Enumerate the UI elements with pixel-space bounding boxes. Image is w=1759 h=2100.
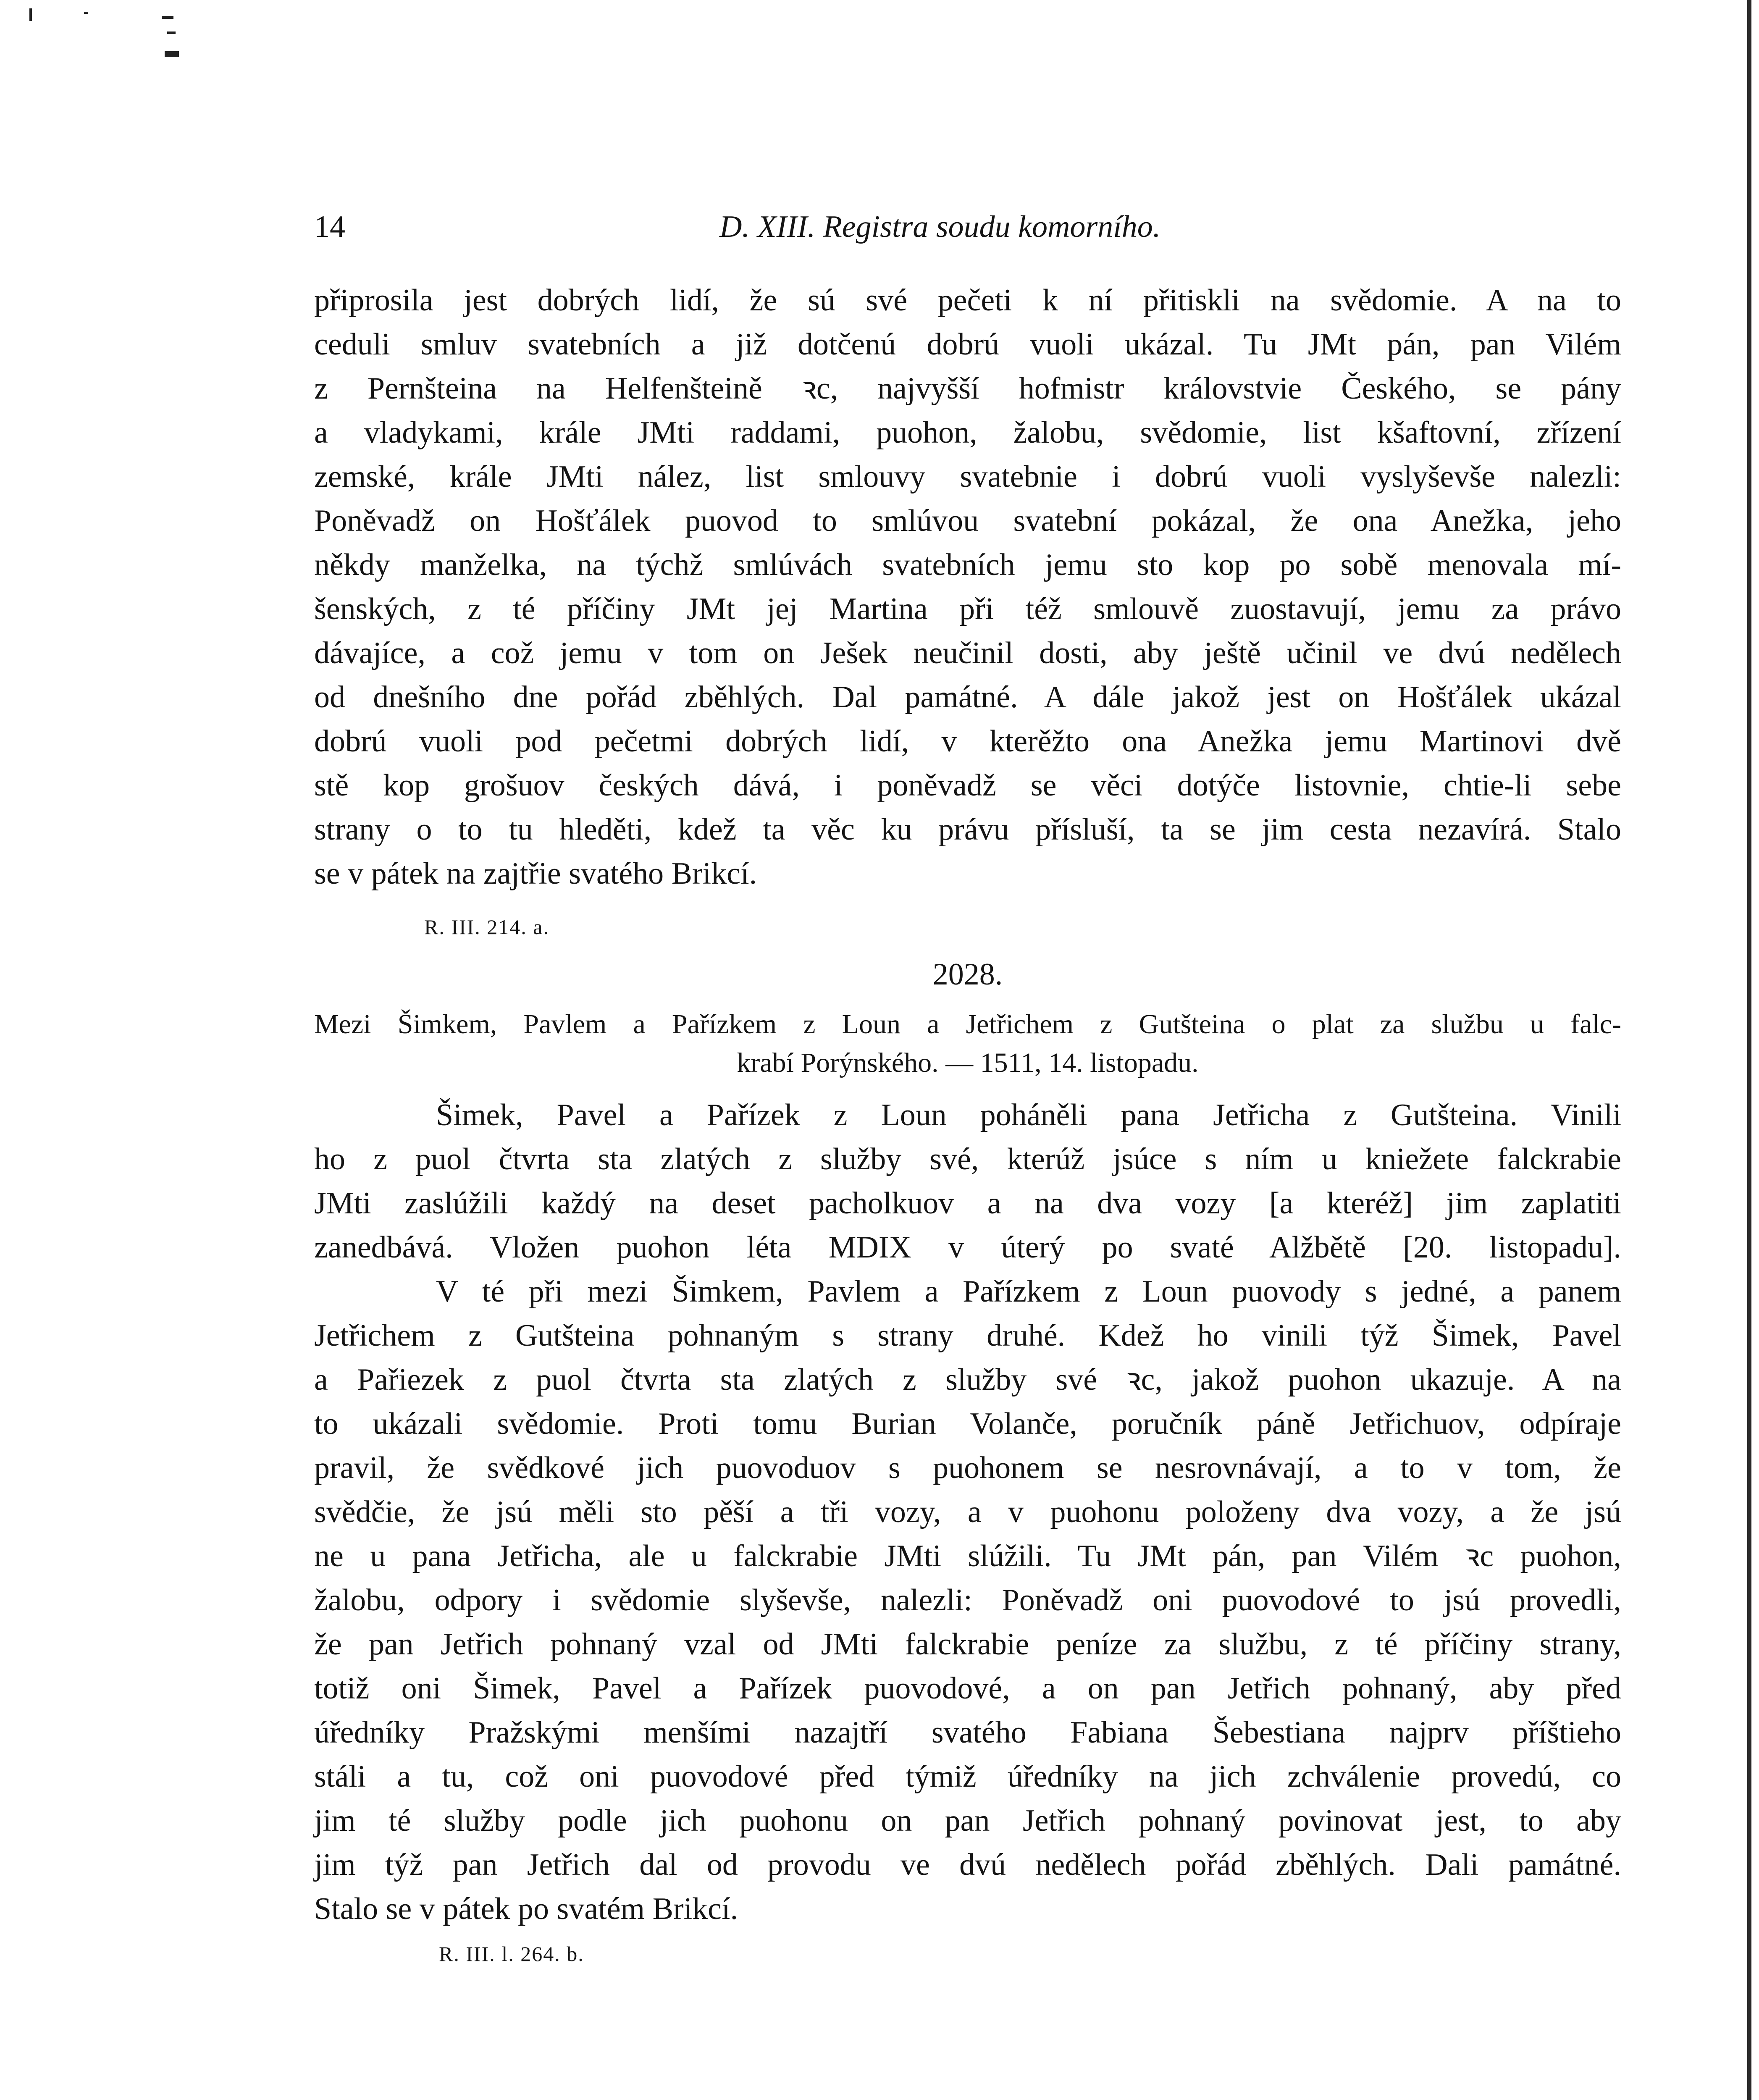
text-line: a vladykami, krále JMti raddami, puohon, žalobu, svědomie, list kšaftovní, zřízení <box>314 415 1621 450</box>
text-line: z Pernšteina na Helfenšteině ꝛc, najvyšší hofmistr královstvie Českého, se pány <box>314 371 1621 406</box>
text-line: jim té služby podle jich puohonu on pan Jetřich pohnaný povinovat jest, to aby <box>314 1803 1621 1838</box>
text-line: zemské, krále JMti nález, list smlouvy svatebnie i dobrú vuoli vyslyševše nalezli: <box>314 459 1621 494</box>
text-line: pravil, že svědkové jich puovoduov s puohonem se nesrovnávají, a to v tom, že <box>314 1451 1621 1485</box>
source-reference: R. III. l. 264. b. <box>439 1942 584 1966</box>
text-line: úředníky Pražskými menšími nazajtří svatého Fabiana Šebestiana najprv příštieho <box>314 1715 1621 1750</box>
text-line: JMti zaslúžili každý na deset pacholkuov a na dva vozy [a kteréž] jim zaplatiti <box>314 1186 1621 1221</box>
text-line: to ukázali svědomie. Proti tomu Burian Volanče, poručník páně Jetřichuov, odpíraje <box>314 1407 1621 1441</box>
text-line: Poněvadž on Hošťálek puovod to smlúvou svatební pokázal, že ona Anežka, jeho <box>314 504 1621 538</box>
text-line: jim týž pan Jetřich dal od provodu ve dvú nedělech pořád zběhlých. Dali památné. <box>314 1848 1621 1882</box>
text-line: svědčie, že jsú měli sto pěší a tři vozy, a v puohonu položeny dva vozy, a že jsú <box>314 1495 1621 1529</box>
text-line: někdy manželka, na týchž smlúvách svatebních jemu sto kop po sobě menovala mí- <box>314 548 1621 582</box>
summary-line: Mezi Šimkem, Pavlem a Pařízkem z Loun a Jetřichem z Gutšteina o plat za službu u falc- <box>314 1009 1621 1040</box>
text-line: zanedbává. Vložen puohon léta MDIX v úterý po svaté Alžbětě [20. listopadu]. <box>314 1230 1621 1265</box>
text-line: stě kop grošuov českých dává, i poněvadž se věci dotýče listovnie, chtie-li sebe <box>314 768 1621 803</box>
text-line: dávajíce, a což jemu v tom on Ješek neučinil dosti, aby ještě učinil ve dvú nedělech <box>314 636 1621 670</box>
text-line: V té při mezi Šimkem, Pavlem a Pařízkem z Loun puovody s jedné, a panem <box>436 1274 1621 1309</box>
text-line: stáli a tu, což oni puovodové před týmiž úředníky na jich zchválenie provedú, co <box>314 1759 1621 1794</box>
text-line: se v pátek na zajtřie svatého Brikcí. <box>314 856 757 891</box>
text-line: a Pařiezek z puol čtvrta sta zlatých z služby své ꝛc, jakož puohon ukazuje. A na <box>314 1362 1621 1397</box>
text-line: žalobu, odpory i svědomie slyševše, nalezli: Poněvadž oni puovodové to jsú provedli, <box>314 1583 1621 1617</box>
text-line: od dnešního dne pořád zběhlých. Dal památné. A dále jakož jest on Hošťálek ukázal <box>314 680 1621 714</box>
text-line: Šimek, Pavel a Pařízek z Loun poháněli pana Jetřicha z Gutšteina. Vinili <box>436 1098 1621 1132</box>
source-reference: R. III. 214. a. <box>424 915 549 939</box>
scan-specks <box>0 0 193 71</box>
text-line: totiž oni Šimek, Pavel a Pařízek puovodové, a on pan Jetřich pohnaný, aby před <box>314 1671 1621 1706</box>
page-number: 14 <box>314 210 345 244</box>
text-line: Jetřichem z Gutšteina pohnaným s strany druhé. Kdež ho vinili týž Šimek, Pavel <box>314 1318 1621 1353</box>
text-line: ho z puol čtvrta sta zlatých z služby své, kterúž jsúce s ním u kniežete falckrabie <box>314 1142 1621 1176</box>
text-line: ceduli smluv svatebních a již dotčenú dobrú vuoli ukázal. Tu JMt pán, pan Vilém <box>314 327 1621 362</box>
text-line: strany o to tu hleděti, kdež ta věc ku právu přísluší, ta se jim cesta nezavírá. Stalo <box>314 812 1621 847</box>
text-line: dobrú vuoli pod pečetmi dobrých lidí, v kterěžto ona Anežka jemu Martinovi dvě <box>314 724 1621 759</box>
text-line: šenských, z té příčiny JMt jej Martina při též smlouvě zuostavují, jemu za právo <box>314 592 1621 626</box>
text-line: připrosila jest dobrých lidí, že sú své pečeti k ní přitiskli na svědomie. A na to <box>314 283 1621 318</box>
summary-line: krabí Porýnského. — 1511, 14. listopadu. <box>737 1047 1199 1078</box>
text-line: ne u pana Jetřicha, ale u falckrabie JMti slúžili. Tu JMt pán, pan Vilém ꝛc puohon, <box>314 1539 1621 1573</box>
entry-number: 2028. <box>932 957 1003 992</box>
text-line: Stalo se v pátek po svatém Brikcí. <box>314 1892 738 1926</box>
text-line: že pan Jetřich pohnaný vzal od JMti falckrabie peníze za službu, z té příčiny strany, <box>314 1627 1621 1662</box>
running-title: D. XIII. Registra soudu komorního. <box>719 210 1161 244</box>
running-head <box>314 202 1641 252</box>
